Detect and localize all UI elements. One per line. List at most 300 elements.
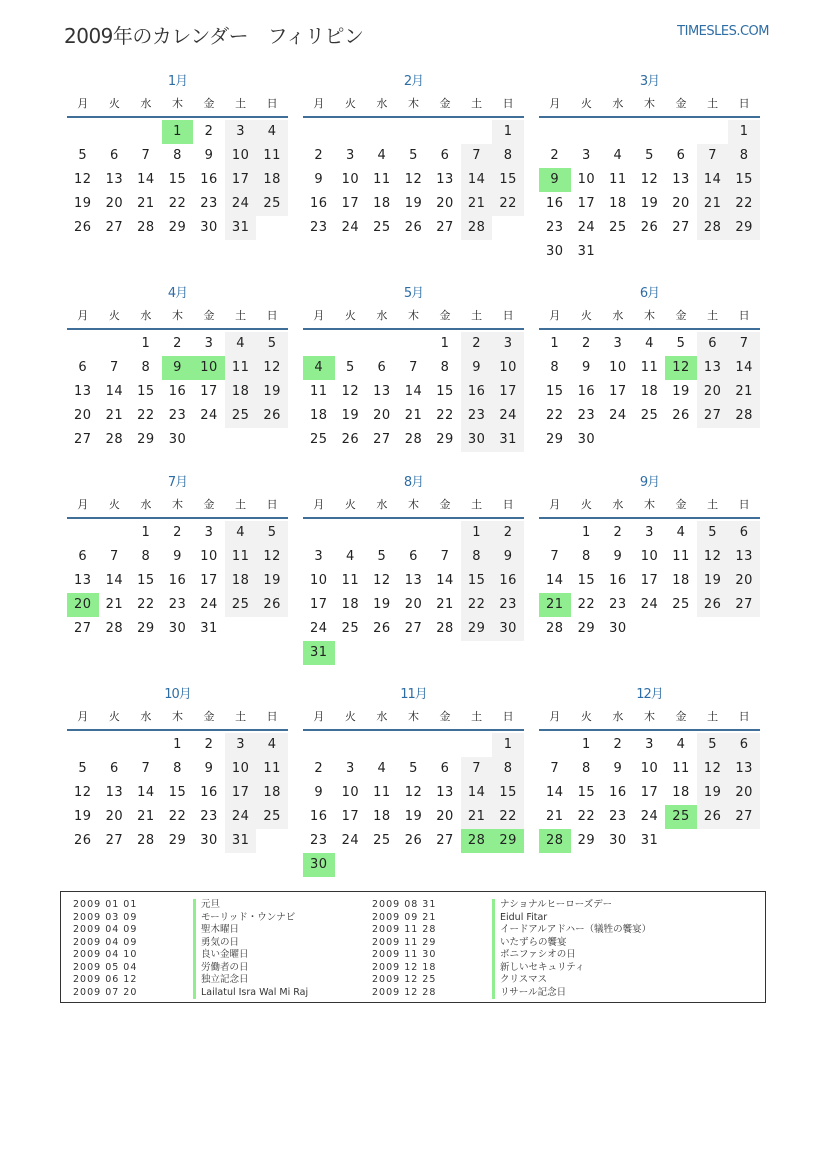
- weekday-label: 月: [313, 309, 325, 322]
- day-cell: 30: [577, 432, 596, 447]
- day-cell: 13: [74, 384, 92, 399]
- day-cell: 10: [609, 360, 627, 375]
- weekday-label: 土: [471, 309, 483, 322]
- day-cell: 22: [577, 597, 596, 612]
- day-cell: 27: [436, 220, 454, 235]
- month-name: 8月: [403, 475, 424, 490]
- day-cell: 22: [168, 809, 187, 824]
- day-cell: 9: [314, 785, 324, 800]
- holiday-row: [372, 912, 651, 925]
- day-cell: 21: [697, 192, 729, 216]
- day-cell: 9: [581, 360, 591, 375]
- day-cell: 16: [577, 384, 596, 399]
- month-6: [539, 284, 760, 452]
- day-cell: 17: [640, 785, 659, 800]
- holiday-date: 2009 05 04: [73, 961, 138, 973]
- weekday-label: 月: [549, 309, 561, 322]
- day-cell: 20: [404, 597, 423, 612]
- empty-cell: [539, 521, 571, 545]
- day-grid: [67, 733, 288, 853]
- weekday-label: 金: [439, 309, 451, 322]
- day-cell: 17: [492, 380, 524, 404]
- holiday-name: 良い金曜日: [193, 949, 249, 962]
- day-cell: 8: [492, 144, 524, 168]
- weekday-label: 木: [407, 97, 419, 110]
- day-cell: 16: [310, 196, 328, 211]
- weekday-label: 金: [203, 498, 215, 511]
- holiday-row: [372, 949, 651, 962]
- day-cell: 14: [461, 781, 493, 805]
- day-cell: 28: [461, 216, 493, 240]
- day-cell: 19: [404, 196, 423, 211]
- day-cell: 23: [310, 220, 328, 235]
- day-cell: 5: [256, 521, 288, 545]
- day-cell: 15: [436, 384, 454, 399]
- day-cell: 3: [345, 148, 355, 163]
- day-cell: 10: [225, 757, 257, 781]
- holiday-row: [73, 899, 308, 912]
- day-cell: 28: [137, 220, 155, 235]
- weekday-label: 日: [738, 710, 750, 723]
- day-cell: 13: [105, 785, 124, 800]
- weekday-label: 水: [612, 498, 624, 511]
- day-cell: 21: [461, 192, 493, 216]
- month-3: [539, 72, 760, 264]
- day-cell: 4: [256, 733, 288, 757]
- day-cell: 31: [640, 833, 659, 848]
- weekday-header: [539, 304, 760, 330]
- weekday-label: 水: [612, 309, 624, 322]
- day-cell: 20: [728, 569, 760, 593]
- day-cell: 2: [173, 336, 182, 351]
- day-cell: 14: [461, 168, 493, 192]
- day-cell: 2: [492, 521, 524, 545]
- day-cell: 19: [341, 408, 360, 423]
- day-cell: 9: [314, 172, 324, 187]
- weekday-label: 土: [471, 97, 483, 110]
- weekday-label: 土: [707, 97, 719, 110]
- day-cell: 7: [109, 549, 119, 564]
- day-cell: 6: [728, 521, 760, 545]
- day-cell: 26: [697, 593, 729, 617]
- day-cell: 12: [341, 384, 360, 399]
- day-cell: 10: [225, 144, 257, 168]
- day-cell: 14: [546, 573, 564, 588]
- weekday-label: 土: [235, 710, 247, 723]
- weekday-label: 月: [77, 710, 89, 723]
- empty-cell: [99, 120, 131, 144]
- day-cell: 11: [640, 360, 659, 375]
- day-cell: 6: [109, 761, 119, 776]
- day-cell: 11: [225, 356, 257, 380]
- day-cell: 17: [609, 384, 627, 399]
- day-cell: 26: [404, 220, 423, 235]
- day-cell: 8: [492, 757, 524, 781]
- weekday-label: 木: [171, 710, 183, 723]
- day-cell: 6: [78, 360, 88, 375]
- day-cell: 13: [373, 384, 391, 399]
- weekday-label: 火: [344, 498, 356, 511]
- day-cell: 11: [373, 785, 391, 800]
- day-grid: [67, 120, 288, 240]
- day-cell: 20: [74, 408, 92, 423]
- day-cell: 16: [609, 573, 627, 588]
- empty-cell: [67, 332, 99, 356]
- day-cell: 10: [577, 172, 596, 187]
- day-cell: 7: [461, 757, 493, 781]
- day-cell: 17: [310, 597, 328, 612]
- day-cell: 29: [137, 432, 155, 447]
- holiday-date: 2009 07 20: [73, 986, 138, 998]
- day-cell: 5: [78, 761, 88, 776]
- day-cell: 15: [461, 569, 493, 593]
- day-cell: 29: [137, 621, 155, 636]
- day-cell: 5: [676, 336, 686, 351]
- month-8: [303, 473, 524, 665]
- holiday-row: [73, 949, 308, 962]
- day-cell: 10: [640, 549, 659, 564]
- day-cell: 3: [613, 336, 623, 351]
- day-cell: 18: [672, 785, 690, 800]
- day-cell: 16: [200, 785, 218, 800]
- day-cell: 18: [256, 781, 288, 805]
- day-cell: 20: [373, 408, 391, 423]
- day-cell: 6: [440, 761, 450, 776]
- day-cell: 4: [645, 336, 654, 351]
- day-cell: 12: [404, 785, 423, 800]
- weekday-label: 日: [738, 498, 750, 511]
- day-cell: 14: [546, 785, 564, 800]
- holiday-row: [73, 912, 308, 925]
- holiday-row: [372, 937, 651, 950]
- day-cell: 15: [168, 785, 187, 800]
- day-cell: 16: [461, 380, 493, 404]
- day-cell: 18: [373, 196, 391, 211]
- holiday-date: 2009 08 31: [372, 899, 437, 910]
- weekday-label: 日: [502, 309, 514, 322]
- day-cell: 17: [341, 809, 360, 824]
- day-cell: 5: [377, 549, 387, 564]
- day-cell: 24: [200, 597, 218, 612]
- day-cell: 1: [141, 525, 151, 540]
- day-cell: 8: [461, 545, 493, 569]
- empty-cell: [366, 521, 398, 545]
- day-cell: 11: [609, 172, 627, 187]
- day-cell: 16: [609, 785, 627, 800]
- weekday-label: 日: [266, 97, 278, 110]
- day-cell: 27: [728, 805, 760, 829]
- day-cell: 2: [204, 737, 214, 752]
- weekday-header: [539, 493, 760, 519]
- weekday-label: 金: [439, 498, 451, 511]
- day-cell: 26: [373, 621, 391, 636]
- day-cell: 13: [728, 545, 760, 569]
- month-name: 7月: [167, 475, 188, 490]
- weekday-label: 木: [407, 498, 419, 511]
- day-cell: 29: [168, 833, 187, 848]
- day-cell: 10: [341, 785, 360, 800]
- holiday-name: 労働者の日: [193, 962, 249, 975]
- day-cell: 14: [137, 785, 155, 800]
- empty-cell: [99, 332, 131, 356]
- day-cell: 29: [168, 220, 187, 235]
- empty-cell: [67, 521, 99, 545]
- day-cell: 19: [74, 809, 92, 824]
- day-cell: 20: [105, 809, 124, 824]
- day-cell: 25: [225, 404, 257, 428]
- weekday-label: 火: [580, 710, 592, 723]
- day-cell: 13: [74, 573, 92, 588]
- day-cell: 4: [377, 761, 387, 776]
- day-cell: 6: [697, 332, 729, 356]
- day-cell: 5: [409, 761, 418, 776]
- day-cell: 22: [436, 408, 454, 423]
- day-cell: 28: [697, 216, 729, 240]
- day-cell: 9: [204, 761, 214, 776]
- day-grid: [539, 120, 760, 264]
- day-cell: 7: [728, 332, 760, 356]
- day-cell: 12: [697, 545, 729, 569]
- day-grid: [303, 733, 524, 877]
- day-cell: 2: [613, 737, 623, 752]
- day-cell: 28: [105, 621, 124, 636]
- weekday-label: 金: [439, 710, 451, 723]
- month-name: 1月: [167, 74, 188, 89]
- day-cell: 24: [640, 809, 659, 824]
- day-cell: 9: [204, 148, 214, 163]
- day-cell: 4: [303, 356, 335, 380]
- day-cell: 19: [697, 781, 729, 805]
- day-cell: 20: [105, 196, 124, 211]
- day-cell: 17: [225, 168, 257, 192]
- day-cell: 16: [168, 573, 187, 588]
- day-cell: 12: [74, 785, 92, 800]
- day-cell: 16: [546, 196, 564, 211]
- weekday-label: 月: [549, 97, 561, 110]
- day-cell: 31: [303, 641, 335, 665]
- day-cell: 29: [577, 833, 596, 848]
- day-cell: 2: [613, 525, 623, 540]
- weekday-label: 木: [643, 97, 655, 110]
- day-cell: 31: [492, 428, 524, 452]
- empty-cell: [303, 521, 335, 545]
- weekday-label: 土: [235, 498, 247, 511]
- day-cell: 3: [225, 120, 257, 144]
- weekday-header: [303, 493, 524, 519]
- holiday-row: [372, 974, 651, 987]
- day-cell: 18: [225, 380, 257, 404]
- day-cell: 23: [609, 809, 627, 824]
- day-cell: 17: [341, 196, 360, 211]
- day-cell: 25: [609, 220, 627, 235]
- day-cell: 2: [550, 148, 560, 163]
- day-cell: 24: [225, 192, 257, 216]
- day-cell: 24: [577, 220, 596, 235]
- weekday-label: 火: [108, 498, 120, 511]
- month-name: 2月: [403, 74, 424, 89]
- weekday-label: 月: [77, 309, 89, 322]
- day-cell: 19: [373, 597, 391, 612]
- day-cell: 12: [697, 757, 729, 781]
- day-cell: 1: [440, 336, 450, 351]
- empty-cell: [634, 120, 666, 144]
- day-cell: 2: [314, 761, 324, 776]
- day-cell: 15: [168, 172, 187, 187]
- day-cell: 20: [436, 196, 454, 211]
- day-cell: 11: [256, 757, 288, 781]
- day-grid: [303, 332, 524, 452]
- day-cell: 30: [200, 833, 218, 848]
- weekday-label: 木: [643, 498, 655, 511]
- month-7: [67, 473, 288, 641]
- day-cell: 25: [665, 805, 697, 829]
- day-cell: 9: [613, 761, 623, 776]
- day-cell: 7: [697, 144, 729, 168]
- day-cell: 15: [577, 785, 596, 800]
- weekday-header: [539, 705, 760, 731]
- weekday-label: 火: [344, 97, 356, 110]
- holiday-row: [73, 937, 308, 950]
- day-cell: 29: [577, 621, 596, 636]
- weekday-label: 金: [675, 97, 687, 110]
- weekday-label: 火: [108, 309, 120, 322]
- day-cell: 27: [672, 220, 690, 235]
- empty-cell: [335, 332, 367, 356]
- day-cell: 13: [436, 785, 454, 800]
- day-cell: 24: [640, 597, 659, 612]
- holiday-name: Eidul Fitar: [492, 912, 547, 925]
- day-cell: 28: [728, 404, 760, 428]
- empty-cell: [461, 120, 493, 144]
- weekday-label: 土: [235, 97, 247, 110]
- day-cell: 28: [436, 621, 454, 636]
- weekday-label: 水: [376, 498, 388, 511]
- day-cell: 30: [303, 853, 335, 877]
- day-cell: 14: [697, 168, 729, 192]
- empty-cell: [539, 120, 571, 144]
- holiday-name: 独立記念日: [193, 974, 249, 987]
- weekday-label: 日: [738, 309, 750, 322]
- empty-cell: [335, 733, 367, 757]
- day-cell: 21: [461, 805, 493, 829]
- day-cell: 21: [404, 408, 423, 423]
- weekday-label: 火: [108, 97, 120, 110]
- day-cell: 10: [341, 172, 360, 187]
- day-cell: 3: [314, 549, 324, 564]
- day-cell: 29: [492, 829, 524, 853]
- weekday-label: 水: [140, 710, 152, 723]
- day-cell: 26: [74, 833, 92, 848]
- day-cell: 5: [645, 148, 654, 163]
- day-cell: 22: [168, 196, 187, 211]
- day-cell: 25: [225, 593, 257, 617]
- day-cell: 3: [204, 336, 214, 351]
- day-cell: 18: [672, 573, 690, 588]
- empty-cell: [429, 521, 461, 545]
- day-cell: 8: [728, 144, 760, 168]
- day-cell: 14: [436, 573, 454, 588]
- day-cell: 19: [404, 809, 423, 824]
- day-cell: 18: [609, 196, 627, 211]
- month-name: 4月: [167, 286, 188, 301]
- weekday-label: 火: [108, 710, 120, 723]
- day-cell: 23: [609, 597, 627, 612]
- day-cell: 12: [256, 545, 288, 569]
- day-cell: 17: [577, 196, 596, 211]
- holiday-name: 元旦: [193, 899, 220, 912]
- weekday-label: 日: [266, 710, 278, 723]
- day-cell: 11: [256, 144, 288, 168]
- day-cell: 30: [609, 833, 627, 848]
- holiday-name: 聖木曜日: [193, 924, 239, 937]
- empty-cell: [461, 733, 493, 757]
- weekday-label: 月: [77, 498, 89, 511]
- day-cell: 23: [461, 404, 493, 428]
- day-grid: [67, 332, 288, 452]
- weekday-label: 土: [707, 309, 719, 322]
- weekday-label: 火: [580, 97, 592, 110]
- day-cell: 7: [109, 360, 119, 375]
- holiday-name: 新しいセキュリティ: [492, 962, 585, 975]
- day-cell: 14: [137, 172, 155, 187]
- day-cell: 8: [440, 360, 450, 375]
- weekday-label: 水: [140, 97, 152, 110]
- day-cell: 12: [373, 573, 391, 588]
- day-cell: 2: [461, 332, 493, 356]
- day-cell: 18: [640, 384, 659, 399]
- holiday-name: リサール記念日: [492, 987, 566, 1000]
- day-cell: 30: [492, 617, 524, 641]
- day-cell: 29: [461, 617, 493, 641]
- day-cell: 10: [193, 356, 225, 380]
- site-link[interactable]: TIMESLES.COM: [677, 24, 769, 39]
- day-cell: 20: [697, 380, 729, 404]
- day-cell: 21: [539, 593, 571, 617]
- day-cell: 7: [141, 148, 151, 163]
- weekday-label: 木: [171, 309, 183, 322]
- empty-cell: [398, 332, 430, 356]
- weekday-label: 日: [502, 498, 514, 511]
- day-cell: 4: [676, 737, 686, 752]
- empty-cell: [303, 332, 335, 356]
- day-cell: 27: [373, 432, 391, 447]
- weekday-label: 土: [235, 309, 247, 322]
- day-cell: 8: [581, 761, 591, 776]
- day-cell: 16: [168, 384, 187, 399]
- day-cell: 26: [640, 220, 659, 235]
- weekday-label: 月: [549, 498, 561, 511]
- day-grid: [539, 733, 760, 853]
- month-10: [67, 685, 288, 853]
- day-cell: 27: [404, 621, 423, 636]
- day-cell: 15: [577, 573, 596, 588]
- holiday-date: 2009 09 21: [372, 911, 437, 923]
- weekday-label: 月: [549, 710, 561, 723]
- day-cell: 9: [162, 356, 194, 380]
- day-cell: 25: [672, 597, 690, 612]
- holiday-date: 2009 03 09: [73, 911, 138, 923]
- day-cell: 19: [256, 569, 288, 593]
- holiday-row: [372, 962, 651, 975]
- day-cell: 26: [697, 805, 729, 829]
- weekday-label: 日: [266, 498, 278, 511]
- weekday-label: 木: [407, 710, 419, 723]
- day-cell: 23: [168, 408, 187, 423]
- day-cell: 3: [204, 525, 214, 540]
- day-cell: 14: [728, 356, 760, 380]
- month-4: [67, 284, 288, 452]
- day-cell: 13: [436, 172, 454, 187]
